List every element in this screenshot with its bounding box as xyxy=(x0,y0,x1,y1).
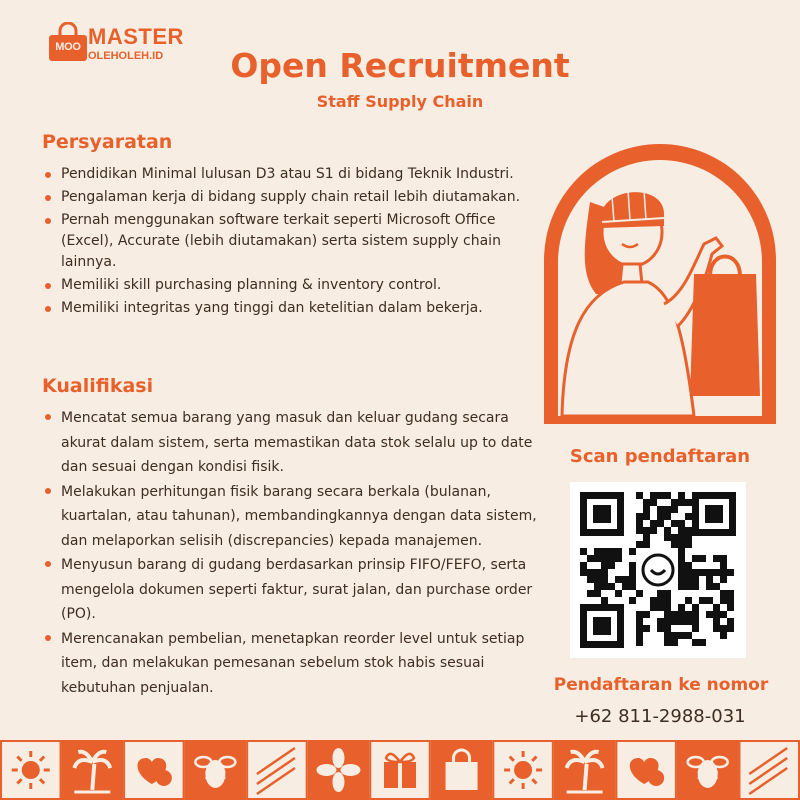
page-subtitle: Staff Supply Chain xyxy=(316,92,484,111)
arrows-icon xyxy=(247,741,307,799)
logo-name: MASTER xyxy=(88,24,184,49)
qualifications-heading: Kualifikasi xyxy=(42,375,154,397)
registration-qr-code[interactable] xyxy=(570,482,746,658)
scan-label: Scan pendaftaran xyxy=(569,446,751,467)
gift-icon xyxy=(370,741,430,799)
list-item: Memiliki skill purchasing planning & inventory control. xyxy=(42,275,547,296)
logo-badge-text: MOO xyxy=(55,41,81,53)
requirements-heading: Persyaratan xyxy=(42,131,173,153)
list-item: Menyusun barang di gudang berdasarkan prinsip FIFO/FEFO, serta mengelola dokumen seperti faktur, surat jalan, dan purchase order (PO). xyxy=(42,553,547,627)
list-item: Melakukan perhitungan fisik barang secara berkala (bulanan, kuartalan, atau tahunan), membandingkannya dengan data sistem, dan melaporkan selisih (discrepancies) kepada manajemen. xyxy=(42,480,547,554)
logo-subname: OLEHOLEH.ID xyxy=(88,50,164,62)
whatsapp-icon xyxy=(643,555,673,585)
list-item: Merencanakan pembelian, menetapkan reorder level untuk setiap item, dan melakukan pemesanan sebelum stok habis sesuai kebutuhan penjualan. xyxy=(42,627,547,701)
sun-icon xyxy=(1,741,61,799)
arrows-icon xyxy=(739,741,799,799)
list-item: Memiliki integritas yang tinggi dan ketelitian dalam bekerja. xyxy=(42,298,547,319)
sun-icon xyxy=(493,741,553,799)
qualifications-list xyxy=(42,406,547,700)
hearts-icon xyxy=(124,741,184,799)
list-item: Pernah menggunakan software terkait seperti Microsoft Office (Excel), Accurate (lebih diutamakan) serta sistem supply chain lainnya. xyxy=(42,210,547,273)
woman-with-bag-illustration xyxy=(544,144,776,430)
palm-tree-icon xyxy=(63,741,123,799)
bag-icon xyxy=(432,741,492,799)
list-item: Mencatat semua barang yang masuk dan keluar gudang secara akurat dalam sistem, serta memastikan data stok selalu up to date dan sesuai dengan kondisi fisik. xyxy=(42,406,547,480)
bee-icon xyxy=(678,741,738,799)
page-title: Open Recruitment xyxy=(230,46,570,85)
list-item: Pendidikan Minimal lulusan D3 atau S1 di bidang Teknik Industri. xyxy=(42,164,547,185)
flower-icon xyxy=(309,741,369,799)
registration-phone[interactable]: +62 811-2988-031 xyxy=(574,706,746,727)
footer-pattern xyxy=(0,740,800,800)
bee-icon xyxy=(186,741,246,799)
palm-tree-icon xyxy=(555,741,615,799)
registration-label: Pendaftaran ke nomor xyxy=(553,675,769,695)
requirements-list xyxy=(42,164,547,321)
hearts-icon xyxy=(616,741,676,799)
list-item: Pengalaman kerja di bidang supply chain retail lebih diutamakan. xyxy=(42,187,547,208)
